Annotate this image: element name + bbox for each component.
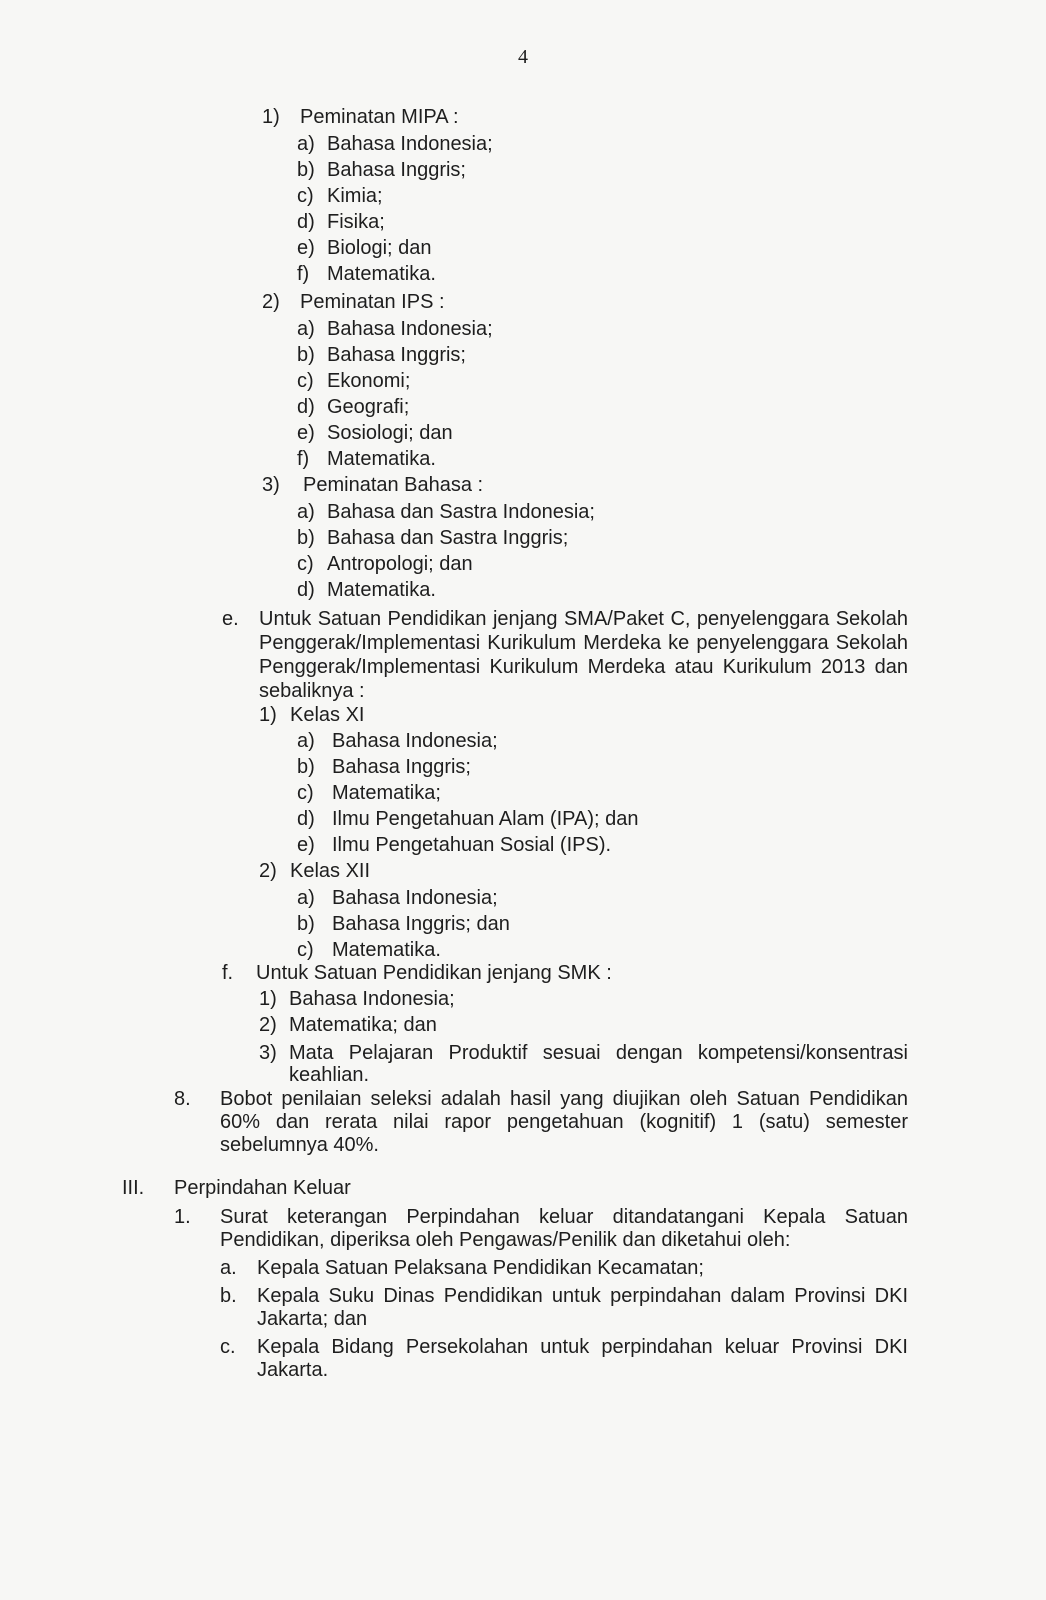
list-number: 2) [259,1014,277,1036]
list-item: Matematika. [327,579,436,601]
list-item: Antropologi; dan [327,553,473,575]
list-item-line: Mata Pelajaran Produktif sesuai dengan kompetensi/konsentrasi [289,1042,908,1064]
item-marker: 1. [174,1206,191,1228]
list-number: 2) [262,291,280,313]
list-marker: a) [297,133,315,155]
list-marker: f) [297,263,310,285]
list-marker: b) [297,756,315,778]
item-marker: 8. [174,1088,191,1110]
list-marker: e) [297,834,315,856]
list-item-line: keahlian. [289,1064,370,1086]
list-marker: d) [297,396,315,418]
list-item: Bahasa Indonesia; [289,988,455,1010]
list-number: 3) [259,1042,277,1064]
list-marker: b) [297,527,315,549]
paragraph-line: sebelumnya 40%. [220,1134,379,1156]
sub-marker: a. [220,1257,237,1279]
list-item: Bahasa Inggris; [327,344,466,366]
list-number: 1) [259,988,277,1010]
list-item: Matematika. [332,939,441,961]
list-marker: c) [297,553,314,575]
section-marker: III. [122,1177,145,1199]
list-item: Geografi; [327,396,410,418]
section-marker: f. [222,962,234,984]
paragraph-line: Untuk Satuan Pendidikan jenjang SMA/Paket C, penyelenggara Sekolah [259,608,908,630]
list-item: Matematika; [332,782,441,804]
list-item: Bahasa dan Sastra Indonesia; [327,501,595,523]
list-marker: c) [297,782,314,804]
list-item: Ilmu Pengetahuan Alam (IPA); dan [332,808,639,830]
list-number: 2) [259,860,277,882]
paragraph-line: 60% dan rerata nilai rapor pengetahuan (kognitif) 1 (satu) semester [220,1111,908,1133]
sub-item-line: Kepala Suku Dinas Pendidikan untuk perpindahan dalam Provinsi DKI [257,1285,908,1307]
list-item: Bahasa Inggris; [327,159,466,181]
list-number: 1) [262,106,280,128]
list-marker: f) [297,448,310,470]
paragraph-line: Bobot penilaian seleksi adalah hasil yang diujikan oleh Satuan Pendidikan [220,1088,908,1110]
list-item: Ekonomi; [327,370,411,392]
list-item: Matematika. [327,263,436,285]
sub-item-line: Kepala Bidang Persekolahan untuk perpindahan keluar Provinsi DKI [257,1336,908,1358]
list-item: Bahasa Indonesia; [332,887,498,909]
list-title: Peminatan MIPA : [300,106,459,128]
list-item: Fisika; [327,211,385,233]
sub-marker: b. [220,1285,237,1307]
list-title: Kelas XI [290,704,365,726]
list-item: Bahasa dan Sastra Inggris; [327,527,569,549]
list-marker: a) [297,730,315,752]
list-item: Bahasa Indonesia; [327,318,493,340]
section-marker: e. [222,608,239,630]
list-marker: c) [297,185,314,207]
list-title: Peminatan IPS : [300,291,445,313]
section-title: Perpindahan Keluar [174,1177,351,1199]
sub-item: Kepala Satuan Pelaksana Pendidikan Kecamatan; [257,1257,704,1279]
list-item: Bahasa Inggris; [332,756,471,778]
list-item: Matematika; dan [289,1014,437,1036]
list-marker: e) [297,422,315,444]
section-title: Untuk Satuan Pendidikan jenjang SMK : [256,962,612,984]
list-marker: b) [297,159,315,181]
list-item: Bahasa Indonesia; [332,730,498,752]
list-title: Kelas XII [290,860,371,882]
list-marker: d) [297,808,315,830]
list-marker: a) [297,887,315,909]
list-marker: b) [297,913,315,935]
list-number: 3) [262,474,280,496]
list-item: Matematika. [327,448,436,470]
paragraph-line: sebaliknya : [259,680,365,702]
sub-item-line: Jakarta; dan [257,1308,368,1330]
list-marker: c) [297,939,314,961]
list-item: Ilmu Pengetahuan Sosial (IPS). [332,834,612,856]
sub-item-line: Jakarta. [257,1359,329,1381]
list-number: 1) [259,704,277,726]
page-number: 4 [518,46,528,68]
paragraph-line: Pendidikan, diperiksa oleh Pengawas/Penilik dan diketahui oleh: [220,1229,791,1251]
list-marker: d) [297,579,315,601]
list-marker: a) [297,318,315,340]
list-item: Kimia; [327,185,383,207]
paragraph-line: Surat keterangan Perpindahan keluar ditandatangani Kepala Satuan [220,1206,908,1228]
list-marker: c) [297,370,314,392]
list-marker: b) [297,344,315,366]
list-title: Peminatan Bahasa : [303,474,484,496]
paragraph-line: Penggerak/Implementasi Kurikulum Merdeka atau Kurikulum 2013 dan [259,656,908,678]
list-marker: a) [297,501,315,523]
list-marker: e) [297,237,315,259]
sub-marker: c. [220,1336,236,1358]
paragraph-line: Penggerak/Implementasi Kurikulum Merdeka ke penyelenggara Sekolah [259,632,908,654]
list-item: Sosiologi; dan [327,422,453,444]
list-item: Biologi; dan [327,237,432,259]
list-item: Bahasa Indonesia; [327,133,493,155]
list-item: Bahasa Inggris; dan [332,913,510,935]
list-marker: d) [297,211,315,233]
